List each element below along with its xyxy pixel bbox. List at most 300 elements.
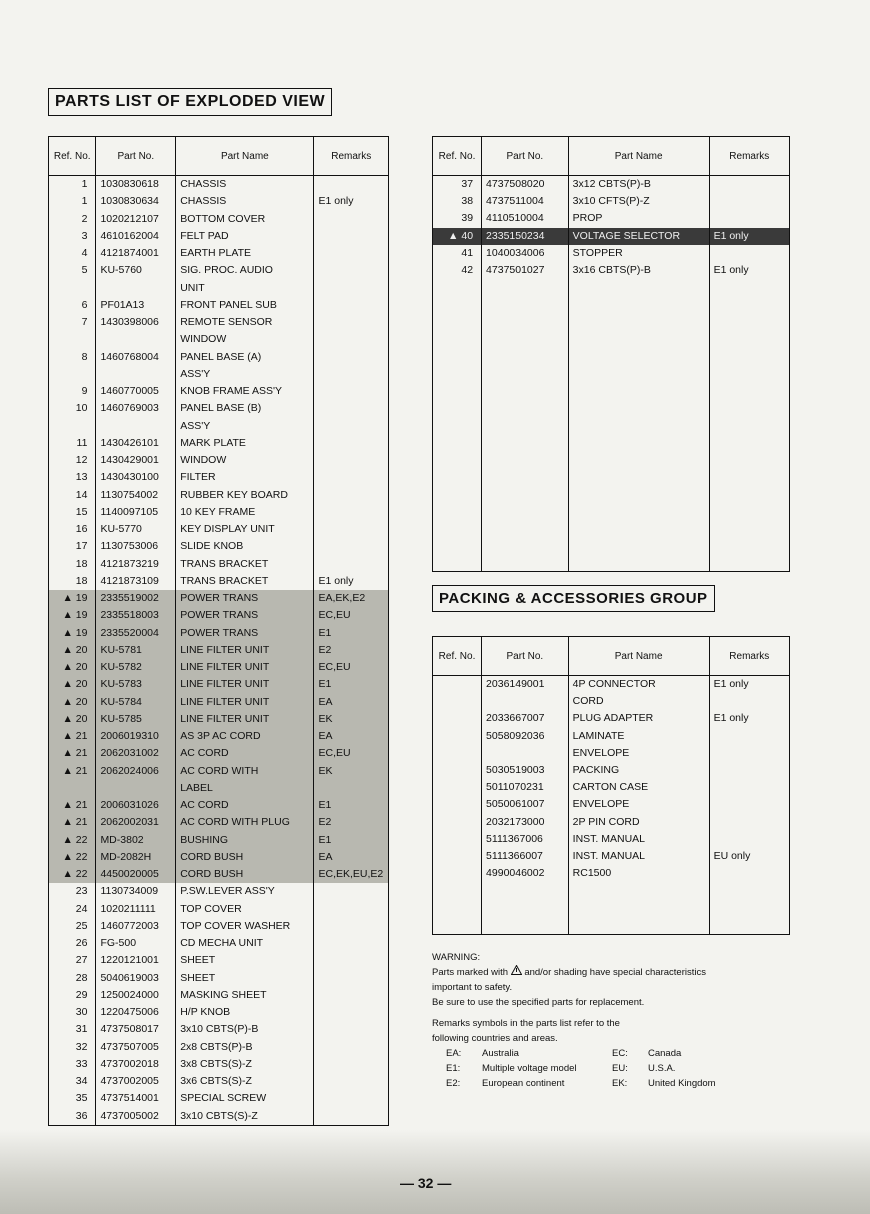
- table-row: [49, 1056, 389, 1073]
- area-code-area: Multiple voltage model: [482, 1063, 577, 1074]
- cell-ref: ▲ 21: [49, 728, 96, 745]
- cell-ref: [433, 848, 482, 865]
- cell-part-no: KU-5784: [96, 694, 176, 711]
- cell-empty: [433, 554, 482, 572]
- table-row: [433, 728, 790, 745]
- cell-empty: [433, 314, 482, 331]
- cell-part-name: 3x16 CBTS(P)-B: [568, 262, 709, 279]
- cell-ref: [433, 676, 482, 694]
- cell-remarks: EA: [314, 694, 389, 711]
- table-row: [49, 228, 389, 245]
- cell-ref: [433, 814, 482, 831]
- cell-empty: [482, 520, 569, 537]
- cell-part-name: 10 KEY FRAME: [176, 504, 314, 521]
- cell-part-no: 4737514001: [96, 1090, 176, 1107]
- cell-part-name: PANEL BASE (B): [176, 400, 314, 417]
- area-code-code: E1:: [446, 1063, 461, 1074]
- cell-part-no: 1130753006: [96, 538, 176, 555]
- cell-empty: [568, 331, 709, 348]
- cell-remarks: E1 only: [709, 262, 789, 279]
- cell-remarks: [314, 400, 389, 417]
- table-row: [49, 866, 389, 883]
- cell-remarks: EK: [314, 763, 389, 780]
- cell-part-no: 5040619003: [96, 970, 176, 987]
- table-row: [49, 193, 389, 210]
- cell-remarks: E1 only: [709, 228, 789, 245]
- cell-part-no: 2335150234: [482, 228, 569, 245]
- col-part-name: Part Name: [568, 137, 709, 176]
- cell-ref: 10: [49, 400, 96, 417]
- cell-ref: ▲ 40: [433, 228, 482, 245]
- area-code-code: E2:: [446, 1078, 461, 1089]
- cell-ref: 36: [49, 1108, 96, 1126]
- cell-remarks: E1: [314, 797, 389, 814]
- cell-part-no: [96, 780, 176, 797]
- cell-part-name: RUBBER KEY BOARD: [176, 487, 314, 504]
- table-row: [49, 659, 389, 676]
- cell-empty: [482, 503, 569, 520]
- cell-remarks: [314, 935, 389, 952]
- cell-empty: [482, 899, 569, 916]
- cell-remarks: [314, 538, 389, 555]
- parts-table-right: [432, 136, 790, 572]
- table-row: [49, 245, 389, 262]
- cell-empty: [433, 382, 482, 399]
- table-row: [433, 193, 790, 210]
- table-row: [49, 400, 389, 417]
- cell-ref: 30: [49, 1004, 96, 1021]
- cell-remarks: [314, 1108, 389, 1126]
- cell-remarks: [314, 987, 389, 1004]
- page-title: PARTS LIST OF EXPLODED VIEW: [48, 88, 332, 116]
- cell-remarks: [314, 280, 389, 297]
- cell-ref: ▲ 21: [49, 763, 96, 780]
- cell-part-name: 2P PIN CORD: [568, 814, 709, 831]
- table-row: [49, 797, 389, 814]
- table-row: [49, 814, 389, 831]
- parts-table-main: [48, 136, 389, 1126]
- cell-remarks: E2: [314, 814, 389, 831]
- cell-remarks: [314, 1039, 389, 1056]
- cell-remarks: EK: [314, 711, 389, 728]
- table-row: [49, 952, 389, 969]
- cell-empty: [709, 296, 789, 313]
- area-code-area2: U.S.A.: [648, 1063, 676, 1074]
- cell-ref: 18: [49, 556, 96, 573]
- cell-part-name: STOPPER: [568, 245, 709, 262]
- cell-remarks: EA,EK,E2: [314, 590, 389, 607]
- table-row: [49, 176, 389, 194]
- cell-ref: 17: [49, 538, 96, 555]
- cell-part-no: 2006019310: [96, 728, 176, 745]
- cell-remarks: [709, 796, 789, 813]
- table-row: [49, 262, 389, 279]
- cell-part-no: 2036149001: [482, 676, 569, 694]
- cell-part-name: WINDOW: [176, 331, 314, 348]
- cell-remarks: [314, 469, 389, 486]
- cell-empty: [709, 417, 789, 434]
- cell-empty: [709, 365, 789, 382]
- cell-part-no: 4737002005: [96, 1073, 176, 1090]
- cell-empty: [433, 399, 482, 416]
- table-row: [49, 297, 389, 314]
- cell-remarks: [314, 1090, 389, 1107]
- cell-part-no: 2335519002: [96, 590, 176, 607]
- cell-part-no: 4737005002: [96, 1108, 176, 1126]
- cell-empty: [482, 537, 569, 554]
- cell-remarks: [709, 210, 789, 227]
- area-code-code2: EC:: [612, 1048, 628, 1059]
- cell-ref: ▲ 22: [49, 832, 96, 849]
- cell-remarks: [709, 779, 789, 796]
- col-remarks: Remarks: [709, 137, 789, 176]
- table-row: [49, 452, 389, 469]
- cell-remarks: EU only: [709, 848, 789, 865]
- cell-remarks: EA: [314, 849, 389, 866]
- cell-empty: [482, 365, 569, 382]
- cell-part-no: 4450020005: [96, 866, 176, 883]
- cell-part-no: 4737002018: [96, 1056, 176, 1073]
- cell-empty: [433, 917, 482, 935]
- cell-empty: [482, 485, 569, 502]
- cell-part-name: AC CORD WITH: [176, 763, 314, 780]
- cell-empty: [568, 917, 709, 935]
- cell-part-no: 1020212107: [96, 211, 176, 228]
- cell-part-no: 1140097105: [96, 504, 176, 521]
- cell-part-no: 4737508020: [482, 176, 569, 194]
- cell-remarks: [314, 245, 389, 262]
- cell-ref: [49, 331, 96, 348]
- cell-part-name: 3x10 CBTS(S)-Z: [176, 1108, 314, 1126]
- cell-empty: [568, 399, 709, 416]
- cell-empty: [568, 882, 709, 899]
- cell-ref: 34: [49, 1073, 96, 1090]
- cell-part-name: FELT PAD: [176, 228, 314, 245]
- cell-remarks: [314, 349, 389, 366]
- table-row: [433, 865, 790, 882]
- table-row: [49, 745, 389, 762]
- empty-row: [433, 296, 790, 313]
- cell-part-name: REMOTE SENSOR: [176, 314, 314, 331]
- cell-part-no: 2032173000: [482, 814, 569, 831]
- cell-part-no: 4737511004: [482, 193, 569, 210]
- cell-remarks: [314, 366, 389, 383]
- cell-remarks: [314, 228, 389, 245]
- cell-part-name: LINE FILTER UNIT: [176, 711, 314, 728]
- cell-part-name: AC CORD WITH PLUG: [176, 814, 314, 831]
- cell-ref: 4: [49, 245, 96, 262]
- table-row: [433, 693, 790, 710]
- area-code-area2: Canada: [648, 1048, 682, 1059]
- cell-remarks: EC,EU: [314, 659, 389, 676]
- cell-empty: [482, 451, 569, 468]
- cell-remarks: [709, 693, 789, 710]
- cell-empty: [482, 279, 569, 296]
- cell-empty: [482, 314, 569, 331]
- table-row: [49, 883, 389, 900]
- cell-ref: 3: [49, 228, 96, 245]
- warning-triangle-icon: [511, 965, 522, 980]
- cell-empty: [482, 882, 569, 899]
- col-ref: Ref. No.: [433, 637, 482, 676]
- table-row: [49, 901, 389, 918]
- cell-part-no: KU-5783: [96, 676, 176, 693]
- cell-part-name: MARK PLATE: [176, 435, 314, 452]
- cell-ref: [49, 366, 96, 383]
- col-part-name: Part Name: [568, 637, 709, 676]
- cell-ref: ▲ 21: [49, 814, 96, 831]
- cell-part-no: 4737501027: [482, 262, 569, 279]
- cell-empty: [568, 520, 709, 537]
- table-row: [433, 848, 790, 865]
- cell-empty: [568, 417, 709, 434]
- table-row: [49, 694, 389, 711]
- cell-ref: 32: [49, 1039, 96, 1056]
- cell-part-no: 4990046002: [482, 865, 569, 882]
- cell-ref: ▲ 22: [49, 866, 96, 883]
- cell-empty: [433, 899, 482, 916]
- cell-part-name: CORD BUSH: [176, 866, 314, 883]
- packing-title: PACKING & ACCESSORIES GROUP: [432, 585, 715, 612]
- cell-empty: [482, 348, 569, 365]
- cell-part-name: TRANS BRACKET: [176, 573, 314, 590]
- cell-ref: [433, 779, 482, 796]
- cell-ref: [433, 796, 482, 813]
- cell-part-no: 4737507005: [96, 1039, 176, 1056]
- cell-remarks: [709, 762, 789, 779]
- cell-part-name: KNOB FRAME ASS'Y: [176, 383, 314, 400]
- table-row: [433, 762, 790, 779]
- cell-part-no: 1040034006: [482, 245, 569, 262]
- table-row: [49, 832, 389, 849]
- table-row: [49, 625, 389, 642]
- cell-remarks: [314, 314, 389, 331]
- cell-part-no: [96, 280, 176, 297]
- cell-ref: 39: [433, 210, 482, 227]
- table-row: [433, 210, 790, 227]
- cell-part-name: SHEET: [176, 970, 314, 987]
- cell-part-name: POWER TRANS: [176, 590, 314, 607]
- cell-remarks: [314, 452, 389, 469]
- table-row: [433, 831, 790, 848]
- cell-empty: [709, 314, 789, 331]
- cell-part-name: PACKING: [568, 762, 709, 779]
- table-row: [433, 796, 790, 813]
- table-row: [49, 573, 389, 590]
- cell-part-name: POWER TRANS: [176, 607, 314, 624]
- cell-part-no: MD-3802: [96, 832, 176, 849]
- cell-ref: 42: [433, 262, 482, 279]
- cell-remarks: [314, 331, 389, 348]
- cell-part-name: TOP COVER WASHER: [176, 918, 314, 935]
- table-row: [433, 262, 790, 279]
- cell-ref: 41: [433, 245, 482, 262]
- cell-empty: [433, 485, 482, 502]
- warning-line: Be sure to use the specified parts for replacement.: [432, 997, 645, 1008]
- area-code-code2: EK:: [612, 1078, 628, 1089]
- cell-part-name: PANEL BASE (A): [176, 349, 314, 366]
- cell-part-no: 4610162004: [96, 228, 176, 245]
- cell-part-no: 1430429001: [96, 452, 176, 469]
- cell-remarks: [709, 176, 789, 194]
- cell-part-no: KU-5781: [96, 642, 176, 659]
- cell-ref: [49, 280, 96, 297]
- cell-part-no: 4121873109: [96, 573, 176, 590]
- warning-notice: [432, 950, 802, 1091]
- cell-part-no: 2033667007: [482, 710, 569, 727]
- cell-empty: [433, 468, 482, 485]
- cell-remarks: [314, 383, 389, 400]
- cell-empty: [482, 468, 569, 485]
- cell-ref: ▲ 21: [49, 797, 96, 814]
- cell-part-no: KU-5770: [96, 521, 176, 538]
- cell-empty: [482, 399, 569, 416]
- cell-empty: [482, 554, 569, 572]
- cell-ref: 23: [49, 883, 96, 900]
- cell-remarks: [314, 487, 389, 504]
- table-row: [49, 487, 389, 504]
- cell-empty: [568, 537, 709, 554]
- scan-noise-band: [0, 1130, 870, 1214]
- cell-empty: [568, 451, 709, 468]
- cell-remarks: [314, 1004, 389, 1021]
- cell-part-no: 4121874001: [96, 245, 176, 262]
- cell-remarks: EC,EK,EU,E2: [314, 866, 389, 883]
- cell-remarks: E1: [314, 832, 389, 849]
- cell-part-name: SIG. PROC. AUDIO: [176, 262, 314, 279]
- cell-part-name: LINE FILTER UNIT: [176, 642, 314, 659]
- empty-row: [433, 520, 790, 537]
- table-row: [433, 710, 790, 727]
- table-row: [433, 245, 790, 262]
- table-row: [49, 435, 389, 452]
- cell-empty: [709, 882, 789, 899]
- cell-remarks: [314, 556, 389, 573]
- cell-part-name: 3x8 CBTS(S)-Z: [176, 1056, 314, 1073]
- cell-part-name: 3x10 CFTS(P)-Z: [568, 193, 709, 210]
- cell-empty: [433, 348, 482, 365]
- table-row: [49, 556, 389, 573]
- cell-part-no: 1460770005: [96, 383, 176, 400]
- cell-part-no: 2062031002: [96, 745, 176, 762]
- cell-part-no: 5058092036: [482, 728, 569, 745]
- cell-part-no: 1460772003: [96, 918, 176, 935]
- table-row: [49, 504, 389, 521]
- cell-ref: [433, 762, 482, 779]
- cell-empty: [433, 520, 482, 537]
- cell-ref: [433, 728, 482, 745]
- table-row: [49, 970, 389, 987]
- cell-ref: [49, 418, 96, 435]
- cell-remarks: [314, 1056, 389, 1073]
- empty-row: [433, 537, 790, 554]
- cell-ref: 28: [49, 970, 96, 987]
- table-row: [49, 1090, 389, 1107]
- cell-empty: [709, 331, 789, 348]
- empty-row: [433, 279, 790, 296]
- cell-part-name: SPECIAL SCREW: [176, 1090, 314, 1107]
- cell-part-name: 3x12 CBTS(P)-B: [568, 176, 709, 194]
- cell-remarks: [314, 176, 389, 194]
- cell-part-no: 5111367006: [482, 831, 569, 848]
- cell-part-no: 5011070231: [482, 779, 569, 796]
- cell-part-name: 3x6 CBTS(S)-Z: [176, 1073, 314, 1090]
- cell-remarks: [314, 262, 389, 279]
- cell-remarks: [709, 245, 789, 262]
- cell-part-no: KU-5785: [96, 711, 176, 728]
- table-row: [49, 1039, 389, 1056]
- cell-ref: ▲ 20: [49, 694, 96, 711]
- cell-part-no: 1220121001: [96, 952, 176, 969]
- cell-ref: 15: [49, 504, 96, 521]
- cell-remarks: [709, 745, 789, 762]
- cell-part-no: 2335520004: [96, 625, 176, 642]
- cell-ref: 11: [49, 435, 96, 452]
- warning-line: Parts marked with and/or shading have special characteristics: [432, 967, 706, 978]
- empty-row: [433, 554, 790, 572]
- cell-empty: [568, 279, 709, 296]
- area-code-area: European continent: [482, 1078, 565, 1089]
- cell-part-name: CARTON CASE: [568, 779, 709, 796]
- cell-empty: [568, 554, 709, 572]
- cell-empty: [709, 348, 789, 365]
- cell-remarks: [314, 435, 389, 452]
- area-code-code2: EU:: [612, 1063, 628, 1074]
- cell-remarks: [709, 728, 789, 745]
- cell-part-name: SHEET: [176, 952, 314, 969]
- cell-remarks: E2: [314, 642, 389, 659]
- page-number: — 32 —: [400, 1175, 452, 1191]
- cell-ref: 5: [49, 262, 96, 279]
- cell-ref: 27: [49, 952, 96, 969]
- cell-part-no: 1250024000: [96, 987, 176, 1004]
- cell-ref: 14: [49, 487, 96, 504]
- cell-remarks: EC,EU: [314, 607, 389, 624]
- col-part-no: Part No.: [96, 137, 176, 176]
- cell-ref: ▲ 20: [49, 711, 96, 728]
- cell-remarks: [314, 521, 389, 538]
- cell-part-name: SLIDE KNOB: [176, 538, 314, 555]
- cell-part-name: RC1500: [568, 865, 709, 882]
- table-row: [433, 814, 790, 831]
- cell-empty: [433, 451, 482, 468]
- cell-ref: [433, 710, 482, 727]
- cell-remarks: [709, 831, 789, 848]
- empty-row: [433, 882, 790, 899]
- cell-empty: [568, 365, 709, 382]
- empty-row: [433, 314, 790, 331]
- col-part-no: Part No.: [482, 637, 569, 676]
- cell-ref: 2: [49, 211, 96, 228]
- cell-ref: [433, 831, 482, 848]
- empty-row: [433, 348, 790, 365]
- cell-part-no: 5050061007: [482, 796, 569, 813]
- cell-part-no: 1130754002: [96, 487, 176, 504]
- cell-empty: [709, 520, 789, 537]
- cell-empty: [709, 451, 789, 468]
- cell-part-no: 2062002031: [96, 814, 176, 831]
- cell-empty: [568, 503, 709, 520]
- cell-part-no: 2062024006: [96, 763, 176, 780]
- cell-empty: [709, 382, 789, 399]
- cell-part-name: AS 3P AC CORD: [176, 728, 314, 745]
- table-row: [49, 383, 389, 400]
- cell-part-no: 5111366007: [482, 848, 569, 865]
- cell-remarks: [314, 418, 389, 435]
- col-part-no: Part No.: [482, 137, 569, 176]
- table-row: [433, 228, 790, 245]
- cell-part-name: LINE FILTER UNIT: [176, 659, 314, 676]
